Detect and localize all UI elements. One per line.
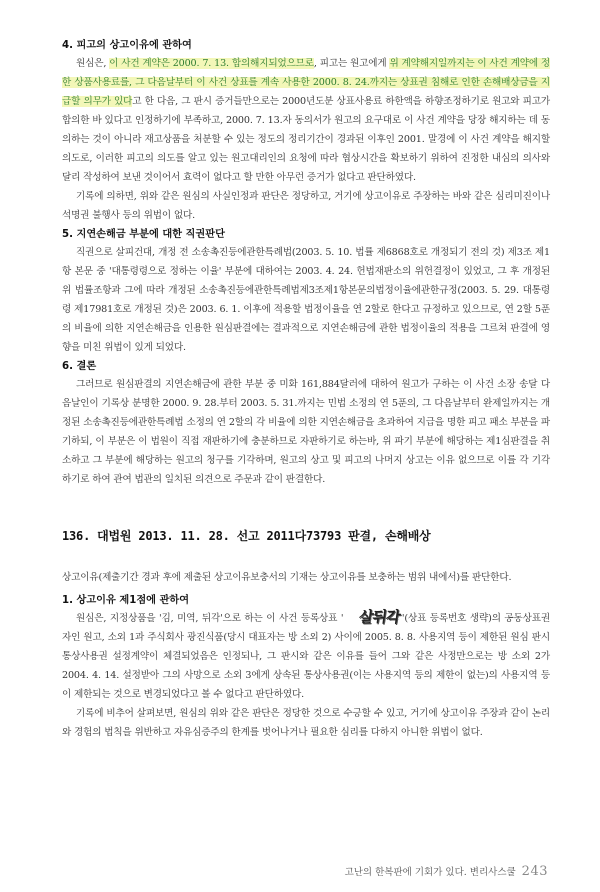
- text-run: 고 한 다음, 그 판시 증거들만으로는 2000년도분 상표사용료 하한액을 하향조정하기로 원고와 피고가 합의한 바 있다고 인정하기에 부족하고, 2000. 7. 13.자 동의서가 원고의 요구대로 이 사건 계약을 당장 해지하는 데 동의하는 것이 아니라 재고상품을 처분할 수 있는 정도의 정리기간이 경과된 이후인 2001. 말경에 이 사건 계약을 해지할 의도로, 이러한 피고의 의도를 알고 있는 원고대리인의 요청에 따라 협상시간을 확보하기 위하여 진정한 내심의 의사와 달리 작성하여 보낸 것이어서 효력이 없다고 할 만한 아무런 증거가 없다고 판단하였다.: [62, 96, 550, 183]
- document-page: [62, 38, 550, 742]
- section-heading: 1. 상고이유 제1점에 관하여: [62, 595, 190, 606]
- section-heading: 4. 피고의 상고이유에 관하여: [62, 40, 192, 51]
- section-heading: 5. 지연손해금 부분에 대한 직권판단: [62, 229, 225, 240]
- case-title: 136. 대법원 2013. 11. 28. 선고 2011다73793 판결, 손해배상: [62, 529, 431, 543]
- paragraph: 직권으로 살피건대, 개정 전 소송촉진등에관한특례법(2003. 5. 10. 법률 제6868호로 개정되기 전의 것) 제3조 제1항 본문 중 '대통령령으로 정하는 이율' 부분에 대하여는 2003. 4. 24. 헌법재판소의 위헌결정이 있었고, 그 후 개정된 위 법률조항과 그에 따라 개정된 소송촉진등에관한특례법제3조제1항본문의법정이율에관한규정(2003. 5. 29. 대통령령 제17981호로 개정된 것)은 2003. 6. 1. 이후에 적용할 법정이율을 연 2할로 한다고 규정하고 있으므로, 연 2할 5푼의 비율에 의한 지연손해금을 인용한 원심판결에는 결과적으로 지연손해금에 관한 법정이율의 적용을 그르쳐 판결에 영향을 미친 위법이 있게 되었다.: [62, 247, 550, 353]
- paragraph: 기록에 비추어 살펴보면, 원심의 위와 같은 판단은 정당한 것으로 수긍할 수 있고, 거기에 상고이유 주장과 같이 논리와 경험의 법칙을 위반하고 자유심증주의 한계를 벗어나거나 필요한 심리를 다하지 아니한 위법이 없다.: [62, 708, 550, 738]
- trademark-logo: 살뒤각: [358, 608, 402, 626]
- page-footer: [345, 864, 548, 879]
- paragraph: 기록에 의하면, 위와 같은 원심의 사실인정과 판단은 정당하고, 거기에 상고이유로 주장하는 바와 같은 심리미진이나 석명권 불행사 등의 위법이 없다.: [62, 191, 550, 221]
- text-run: 원심은,: [76, 58, 110, 69]
- text-run: '(상표 등록번호 생략)의 공동상표권자인 원고, 소외 1과 주식회사 광진식품(당시 대표자는 방 소외 2) 사이에 2005. 8. 8. 사용지역 등이 제한된 원심 판시 통상사용권 설정계약이 체결되었음은 인정되나, 그 판시와 같은 이유를 들어 그와 같은 사정만으로는 방 소외 2가 2004. 4. 14. 설정받아 그의 사망으로 소외 3에게 상속된 통상사용권(이는 사용지역 등의 제한이 없는)의 사용지역 등이 제한되는 것으로 변경되었다고 볼 수 없다고 판단하였다.: [62, 613, 550, 700]
- case-summary: 상고이유(제출기간 경과 후에 제출된 상고이유보충서의 기재는 상고이유를 보충하는 범위 내에서)를 판단한다.: [62, 572, 512, 583]
- text-run: , 피고는 원고에게: [313, 58, 390, 69]
- section-heading: 6. 결론: [62, 361, 97, 372]
- paragraph: [62, 54, 550, 187]
- highlighted-text: 위 계약해지일까지는 이 사건 계약에 정한 상품사용료를, 그 다음날부터 이 사건 상표를 계속 사용한 2000. 8. 24.까지는 상표권 침해로 인한 손해배상금을 지급할 의무가 있다: [62, 58, 550, 107]
- footer-text: 고난의 한복판에 기회가 있다. 변리사스쿨: [344, 867, 516, 878]
- paragraph: 그러므로 원심판결의 지연손해금에 관한 부분 중 미화 161,884달러에 대하여 원고가 구하는 이 사건 소장 송달 다음날인이 기록상 분명한 2000. 9. 28.부터 2003. 5. 31.까지는 민법 소정의 연 5푼의, 그 다음날부터 완제일까지는 개정된 소송촉진등에관한특례법 소정의 연 2할의 각 비율에 의한 지연손해금을 초과하여 지급을 명한 피고 패소 부분을 파기하되, 이 부분은 이 법원이 직접 재판하기에 충분하므로 자판하기로 하는바, 위 파기 부분에 해당하는 제1심판결을 취소하고 그 부분에 해당하는 원고의 청구를 기각하며, 원고의 상고 및 피고의 나머지 상고는 이유 없으므로 이를 각 기각하기로 하여 관여 법관의 일치된 의견으로 주문과 같이 판결한다.: [62, 379, 550, 485]
- text-run: 원심은, 지정상품을 '김, 미역, 뒤각'으로 하는 이 사건 등록상표 ': [76, 613, 344, 624]
- page-number: 243: [521, 864, 548, 879]
- paragraph: [62, 609, 550, 704]
- highlighted-text: 이 사건 계약은 2000. 7. 13. 합의해지되었으므로: [109, 58, 314, 69]
